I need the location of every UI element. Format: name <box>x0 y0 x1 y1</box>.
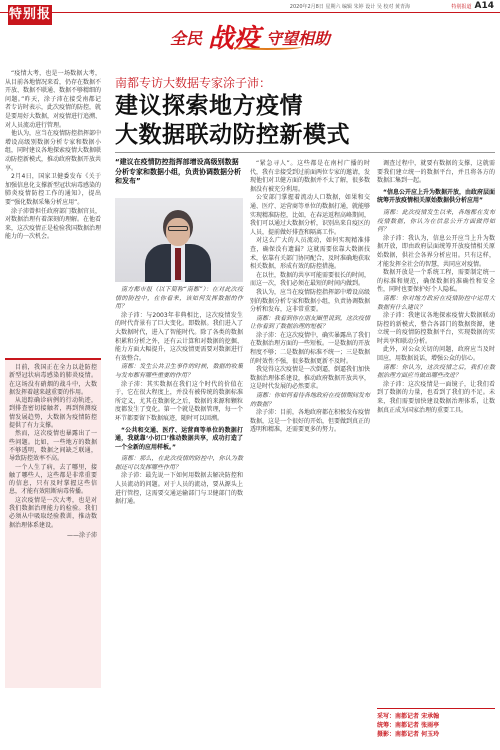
lead-quote: “建议在疫情防控指挥部增设高级别数据分析专家和数据小组，负责协调数据分析和发布” <box>115 158 241 185</box>
paragraph: “紧急寻人”。这些都是在南村广播的时代，我有幸接受到过前面两位专家的邀请，发现他们对卫健方面的数据并不太了解，很多数据没有被充分利用。 <box>250 160 371 193</box>
intro-paragraph: 2月4日，国家卫健委发布《关于加强信息化支撑新型冠状病毒感染的肺炎疫情防控工作的通知》，提出要“强化数据采集分析应用”。 <box>5 173 102 206</box>
answer: 涂子沛：我认为，信息公开应当上升为数据开放，即由政府层面统筹开放疫情相关原始数据，供社会各界分析应用。只有这样，才能发挥全社会的智慧，共同应对疫情。 <box>377 234 495 268</box>
date-line: 2020年2月8日 星期六 编辑 朱婷 设计 吴 校对 黄青海 <box>289 4 410 10</box>
question: 南都：发生公共卫生事件的时候，数据的收集与发布都有哪些重要的作用？ <box>115 363 243 379</box>
headline-line-1: 建议探索地方疫情 <box>115 93 303 119</box>
photo-face <box>166 218 190 246</box>
paragraph: 公安部门掌握着流动人口数据，如果和交通、医疗、运营商等单位的数据打通，就能够实现精准防控，比如，在春运返程高峰期间，我们可以通过大数据分析，识别出来自疫区的人员，提前做好排查和隔离工作。 <box>250 194 371 236</box>
question: 南方都市报（以下简称“南都”）：在对此次疫情的防控中，在你看来，该如何发挥数据的作用？ <box>115 286 243 311</box>
section-tag: 特别报道 <box>8 7 51 42</box>
credit-line: 摄影：南都记者 何玉玲 <box>377 731 440 738</box>
page-number <box>451 1 494 11</box>
question: 南都：此次疫情发生以来，各地都在发布疫情数据，你认为在信息公开方面做得如何？ <box>377 208 495 234</box>
sidebar-box <box>5 358 101 688</box>
sidebar-paragraph: 从追踪确诊病例的行动轨迹，到排查密切接触者，再到预测疫情发展趋势，大数据为疫情防控提供了有力支撑。 <box>9 397 97 430</box>
sidebar-paragraph: 这次疫情是一次大考，也是对我们数据治理能力的检验。我们必须从中吸取经验教训，推动数据治理体系建设。 <box>9 496 97 529</box>
answer: 涂子沛：最先说一下如何用数据去解决防控和人员流动的问题。对于人员的流动，要从源头上进行管控，这需要交通运输部门与卫健部门的数据打通。 <box>115 472 243 506</box>
intro-column <box>5 70 101 242</box>
banner-text-2: 战疫 <box>208 24 261 54</box>
credit-line: 统筹：南都记者 张雨亭 <box>377 722 440 729</box>
credit-line: 采写：南都记者 宋承翰 <box>377 713 440 720</box>
answer: 涂子沛：目前，各地政府都在积极发布疫情数据，这是一个很好的开始，但要做到真正的透明和精准，还需要更多的努力。 <box>250 409 371 434</box>
headline-line-2: 大数据联动防控新模式 <box>115 122 350 148</box>
answer: 涂子沛：其实数据在我们这个时代的价值在于，它在很大程度上，并没有被传统的数据标准所定义，尤其在数据化之后，数据的来源和颗粒度都发生了变化。第一个就是数据管理，每一个环节都要留下数据痕迹，随时可以回溯。 <box>115 380 243 422</box>
credits <box>377 708 495 739</box>
subhead-quote: “信息公开应上升为数据开放，由政府层面统筹开放疫情相关原始数据供分析应用” <box>377 188 495 205</box>
page-no: A14 <box>474 1 494 11</box>
paragraph: 在以往，数据的共享可能需要很长的时间，而这一次，我们必须在最短的时间内做到。 <box>250 271 371 288</box>
paragraph: 调查过程中，就要有数据的支撑，这就需要我们建立统一的数据平台，并且将各方的数据汇集到一起。 <box>377 160 495 185</box>
portrait-photo <box>115 198 243 282</box>
article-column-1 <box>115 286 243 507</box>
sidebar-signature: ——涂子沛 <box>66 531 97 539</box>
sidebar-paragraph: 一个人生了病，去了哪里，接触了哪些人，这些都是非常重要的信息，只有及时掌握这些信息，才能有效阻断病毒传播。 <box>9 463 97 496</box>
intro-paragraph: “疫情大考，也是一场数据大考，从目前各地情况来看，仍存在数据不开放、数据不联通、数据不够精细的问题。”昨天，涂子沛在接受南都记者专访时表示，此次疫情的防控，就是要用好大数据，对疫情进行追溯、对人员流动进行管理。 <box>5 70 102 129</box>
photo-tie <box>175 248 181 280</box>
banner-swoosh <box>232 44 302 50</box>
header-rule <box>0 12 500 13</box>
paragraph: 对这么广大的人员流动，如何实现精准排查，确保没有遗漏？这就需要依靠大数据技术，依靠有关部门协同配合，及时准确地获取相关数据，形成有效的防控措施。 <box>250 237 371 271</box>
answer: 涂子沛：我建议各地探索疫情大数据联动防控的新模式，整合各部门的数据资源，建立统一的疫情防控数据平台，实现数据的实时共享和联动分析。 <box>377 312 495 345</box>
answer: 涂子沛：这次疫情是一面镜子，让我们看到了数据的力量，也看到了我们的不足。未来，我们需要加快建设数据治理体系，让数据真正成为国家治理的重要工具。 <box>377 380 495 414</box>
banner-text-3: 守望相助 <box>266 29 331 48</box>
subhead-quote: “公共和交通、医疗、运营商等单位的数据打通，我就靠‘小切口’推动数据共享，成功打造了一个全新的应用样板。” <box>115 426 243 451</box>
sidebar-paragraph: 目前，我国正在全力以赴防控新型冠状病毒感染的肺炎疫情。在这场没有硝烟的战斗中，大数据发挥着越来越重要的作用。 <box>9 364 97 396</box>
paragraph: 数据开放是一个系统工程，需要制定统一的标准和规范，确保数据的准确性和安全性，同时也要保护好个人隐私。 <box>377 269 495 294</box>
headline-rule <box>115 152 495 153</box>
answer: 涂子沛：在这次疫情中，确实暴露出了我们在数据治理方面的一些短板。一是数据的开放程度不够；二是数据的标准不统一；三是数据的时效性不强，很多数据更新不及时。 <box>250 331 371 365</box>
paragraph: 我认为，应当在疫情防控指挥部中增设高级别的数据分析专家和数据小组，负责协调数据分析和发布，这非常重要。 <box>250 288 371 314</box>
headline <box>115 92 350 150</box>
paragraph: 此外，对公众关切的问题，政府应当及时回应，用数据说话，增强公众的信心。 <box>377 346 495 363</box>
paragraph: 我觉得这次疫情是一次倒逼，倒逼我们加快数据治理体系建设，推动政府数据开放共享，这是时代发展的必然要求。 <box>250 366 371 391</box>
kicker: 南都专访大数据专家涂子沛： <box>115 76 272 90</box>
question: 南都：你对地方政府在疫情防控中运用大数据有什么建议？ <box>377 294 495 311</box>
page-label: 特别报道 <box>451 4 472 10</box>
answer: 涂子沛：与2003年非典相比，这次疫情发生的时代背景有了巨大变化。即数据。我们进入了大数据时代，进入了智能时代。除了各类的数据积累和分析之外，还有云计算和对数据的挖掘、能力方面大幅提升，这次疫情更需要对数据进行有效整合。 <box>115 311 243 362</box>
article-column-3 <box>377 160 495 415</box>
question: 南都：那么，在此次疫情的防控中，你认为数据还可以发挥哪些作用？ <box>115 455 243 471</box>
intro-paragraph: 涂子沛曾担任政府部门数据官员，对数据治理有着深刻的理解。在他看来，这次疫情正是检验我国数据治理能力的一次机会。 <box>5 207 102 241</box>
campaign-banner <box>170 16 330 52</box>
question: 南都：你如何看待各地政府在疫情期间发布的数据？ <box>250 392 371 408</box>
article-column-2 <box>250 160 370 435</box>
question: 南都：我看到你在朋友圈里说到，这次疫情让你看到了数据治理的短板？ <box>250 314 371 331</box>
banner-text-1: 全民 <box>170 29 203 48</box>
photo-glasses <box>168 226 188 231</box>
question: 南都：你认为，这次疫情之后，我们在数据治理方面应当做出哪些改进？ <box>377 363 495 380</box>
sidebar-paragraph: 然而，这次疫情也暴露出了一些问题。比如，一些地方的数据不够透明，数据之间缺乏联通，导致防控效率不高。 <box>9 430 97 463</box>
intro-paragraph: 他认为，应当在疫情防控指挥部中增设高级别数据分析专家和数据小组，同时建议各地探索疫情大数据联动防控新模式，推动政府数据开放共享。 <box>5 130 102 172</box>
